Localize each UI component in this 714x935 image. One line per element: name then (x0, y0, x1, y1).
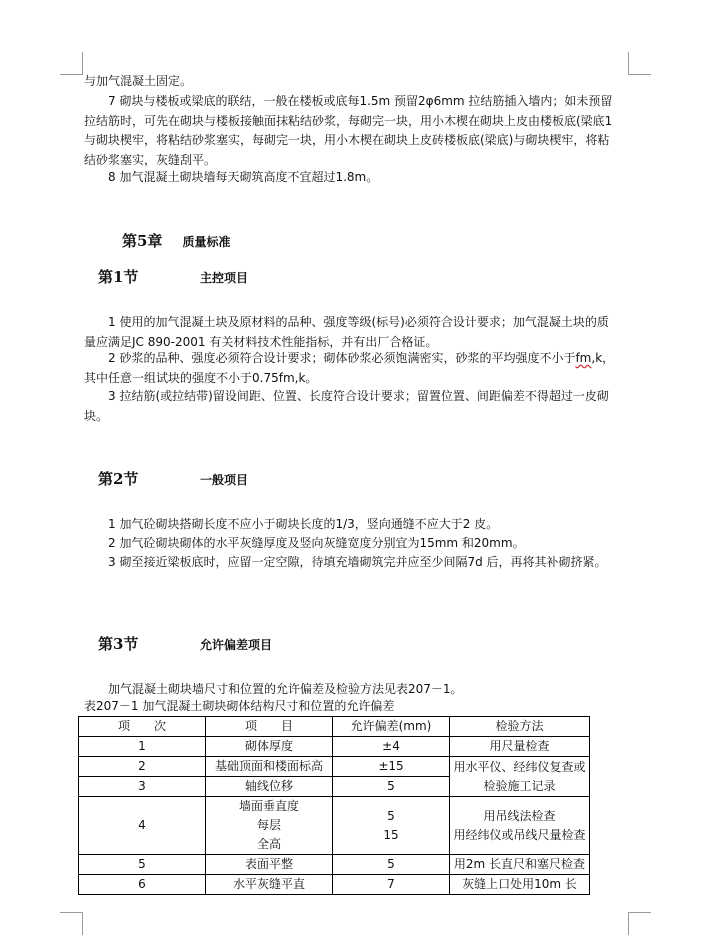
section-1-number: 第1节 (98, 268, 139, 286)
item-2-text-a: 2 砂浆的品种、强度必须符合设计要求；砌体砂浆必须饱满密实，砂浆的平均强度不小于 (108, 351, 576, 365)
table-row (79, 757, 590, 777)
section-1-item-2 (84, 349, 620, 388)
row-item: 表面平整 (206, 855, 333, 875)
section-2-title: 一般项目 (200, 473, 249, 487)
row-tolerance (333, 797, 450, 855)
section-2-number: 第2节 (98, 470, 139, 488)
row-tolerance-line: 5 (387, 808, 395, 823)
section-1-item-1: 1 使用的加气混凝土块及原材料的品种、强度等级(标号)必须符合设计要求；加气混凝土块的质量应满足JC 890-2001 有关材料技术性能指标，并有出厂合格证。 (84, 315, 609, 349)
row-tolerance: 7 (333, 875, 450, 895)
row-method: 用2m 长直尺和塞尺检查 (450, 855, 590, 875)
row-item-line: 墙面垂直度 (238, 799, 299, 813)
row-no: 3 (79, 777, 206, 797)
chapter-heading (122, 230, 230, 251)
row-item-line: 全高 (256, 837, 281, 851)
row-no: 2 (79, 757, 206, 777)
row-method: 用尺量检查 (450, 737, 590, 757)
row-item (206, 797, 333, 855)
section-2-item-2: 2 加气砼砌块砌体的水平灰缝厚度及竖向灰缝宽度分别宜为15mm 和20mm。 (108, 536, 525, 550)
table-row (79, 855, 590, 875)
tolerance-table (78, 716, 590, 895)
row-item: 基础顶面和楼面标高 (206, 757, 333, 777)
paragraph-continuation: 与加气混凝土固定。 (84, 74, 193, 88)
crop-mark-top-right (628, 52, 651, 75)
section-2-item-3: 3 砌至接近梁板底时，应留一定空隙，待填充墙砌筑完并应至少间隔7d 后，再将其补砌挤紧。 (108, 555, 607, 569)
row-item: 砌体厚度 (206, 737, 333, 757)
row-method: 灰缝上口处用10m 长 (450, 875, 590, 895)
section-1-item-3: 3 拉结筋(或拉结带)留设间距、位置、长度符合设计要求；留置位置、间距偏差不得超过一皮砌块。 (84, 389, 609, 423)
table-row (79, 875, 590, 895)
row-method: 用水平仪、经纬仪复查或检验施工记录 (450, 757, 590, 797)
row-tolerance: ±4 (333, 737, 450, 757)
table-caption: 表207－1 加气混凝土砌块砌体结构尺寸和位置的允许偏差 (84, 699, 395, 713)
chapter-title: 质量标准 (182, 235, 231, 249)
header-method: 检验方法 (450, 717, 590, 737)
table-row (79, 797, 590, 855)
crop-mark-bottom-left (60, 912, 83, 935)
row-item-line: 每层 (256, 818, 281, 832)
section-2-heading (98, 468, 249, 489)
section-1-heading (98, 266, 249, 287)
row-tolerance: 5 (333, 777, 450, 797)
section-2-item-1: 1 加气砼砌块搭砌长度不应小于砌块长度的1/3，竖向通缝不应大于2 皮。 (108, 517, 499, 531)
item-2-text-b: ,k，其中任意一组试块的强度不小于0.75fm,k。 (84, 351, 615, 385)
section-3-title: 允许偏差项目 (200, 638, 273, 652)
spellcheck-underlined-word: fm (575, 351, 592, 365)
header-tolerance: 允许偏差(mm) (333, 717, 450, 737)
row-tolerance-line: 15 (383, 827, 399, 842)
crop-mark-top-left (60, 52, 83, 75)
section-3-heading (98, 633, 273, 654)
row-tolerance: ±15 (333, 757, 450, 777)
section-1-title: 主控项目 (200, 271, 249, 285)
paragraph-item-7: 7 砌块与楼板或梁底的联结，一般在楼板或底每1.5m 预留2φ6mm 拉结筋插入墙内；如未预留拉结筋时，可先在砌块与楼板接触面抹粘结砂浆，每砌完一块，用小木楔在砌块上皮由楼板底(梁底1 与砌块楔牢，将粘结砂浆塞实，每砌完一块，用小木楔在砌块上皮砖楼板底(梁底)与砌块楔牢，将粘结砂浆塞实，灰缝刮平。 (84, 94, 613, 167)
row-method: 用吊线法检查 用经纬仪或吊线尺量检查 (450, 797, 590, 855)
row-item: 轴线位移 (206, 777, 333, 797)
crop-mark-bottom-right (628, 912, 651, 935)
row-no: 6 (79, 875, 206, 895)
section-3-number: 第3节 (98, 635, 139, 653)
row-no: 1 (79, 737, 206, 757)
chapter-number: 第5章 (122, 232, 163, 250)
row-tolerance: 5 (333, 855, 450, 875)
table-row (79, 737, 590, 757)
header-no: 项 次 (79, 717, 206, 737)
row-no: 4 (79, 797, 206, 855)
row-no: 5 (79, 855, 206, 875)
section-3-intro: 加气混凝土砌块墙尺寸和位置的允许偏差及检验方法见表207－1。 (108, 682, 463, 696)
row-item: 水平灰缝平直 (206, 875, 333, 895)
header-item: 项 目 (206, 717, 333, 737)
table-header-row (79, 717, 590, 737)
paragraph-item-8: 8 加气混凝土砌块墙每天砌筑高度不宜超过1.8m。 (108, 170, 379, 184)
